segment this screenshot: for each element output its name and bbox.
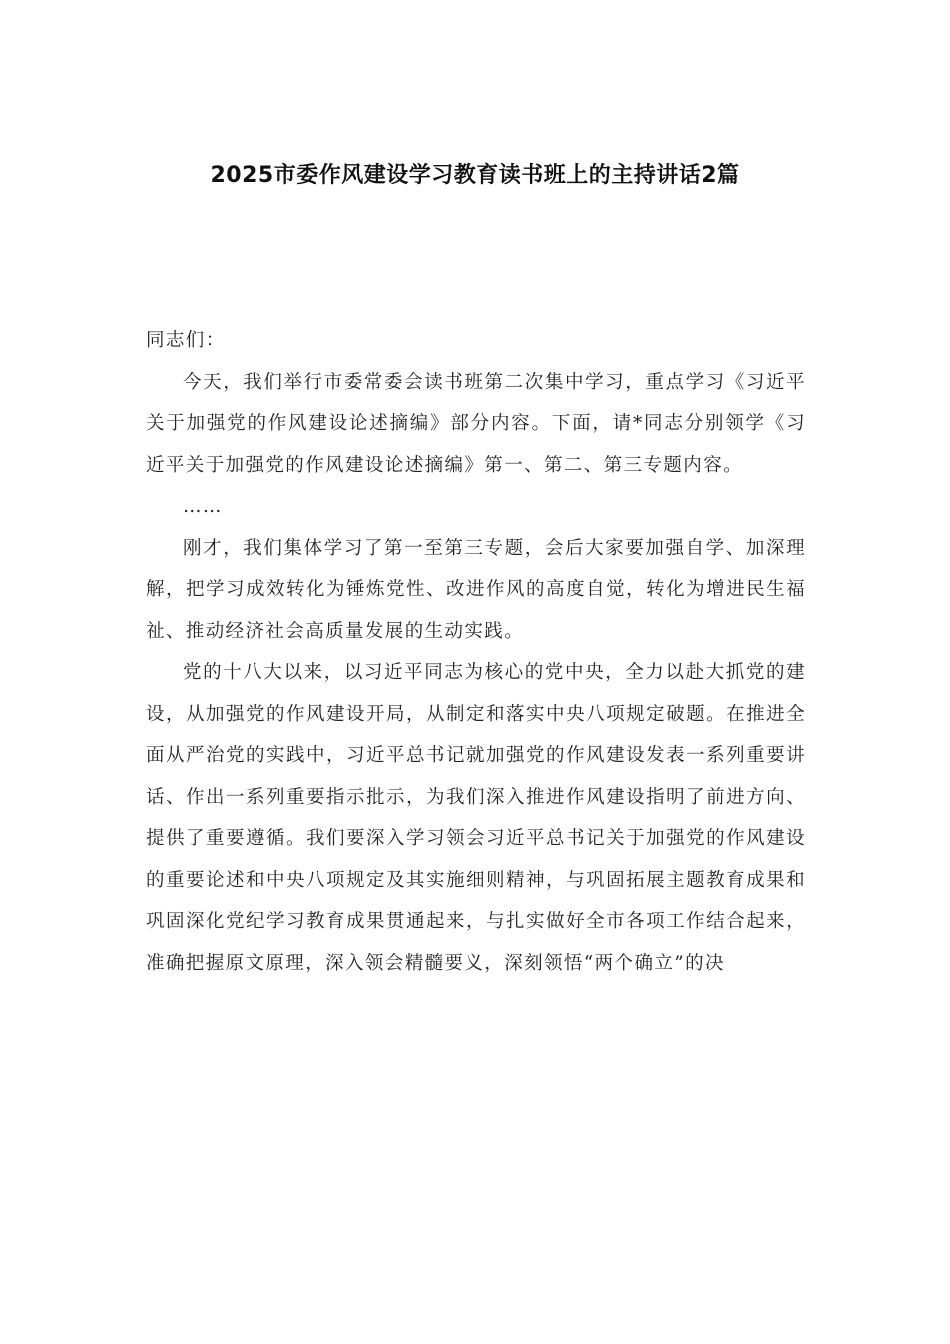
greeting-line: 同志们： <box>146 330 226 351</box>
paragraph-intro: 今天，我们举行市委常委会读书班第二次集中学习，重点学习《习近平关于加强党的作风建设论述摘编》部分内容。下面，请*同志分别领学《习近平关于加强党的作风建设论述摘编》第一、第二、第三专题内容。 <box>146 371 806 476</box>
paragraph-ellipsis: …… <box>183 496 223 517</box>
paragraph-summary: 刚才，我们集体学习了第一至第三专题，会后大家要加强自学、加深理解，把学习成效转化为锤炼党性、改进作风的高度自觉，转化为增进民生福祉、推动经济社会高质量发展的生动实践。 <box>146 537 806 642</box>
document-body <box>146 320 806 984</box>
paragraph-main: 党的十八大以来，以习近平同志为核心的党中央，全力以赴大抓党的建设，从加强党的作风建设开局，从制定和落实中央八项规定破题。在推进全面从严治党的实践中，习近平总书记就加强党的作风建设发表一系列重要讲话、作出一系列重要指示批示，为我们深入推进作风建设指明了前进方向、提供了重要遵循。我们要深入学习领会习近平总书记关于加强党的作风建设的重要论述和中央八项规定及其实施细则精神，与巩固拓展主题教育成果和巩固深化党纪学习教育成果贯通起来，与扎实做好全市各项工作结合起来，准确把握原文原理，深入领会精髓要义，深刻领悟“两个确立”的决 <box>146 662 806 974</box>
document-title: 2025市委作风建设学习教育读书班上的主持讲话2篇 <box>210 163 740 188</box>
